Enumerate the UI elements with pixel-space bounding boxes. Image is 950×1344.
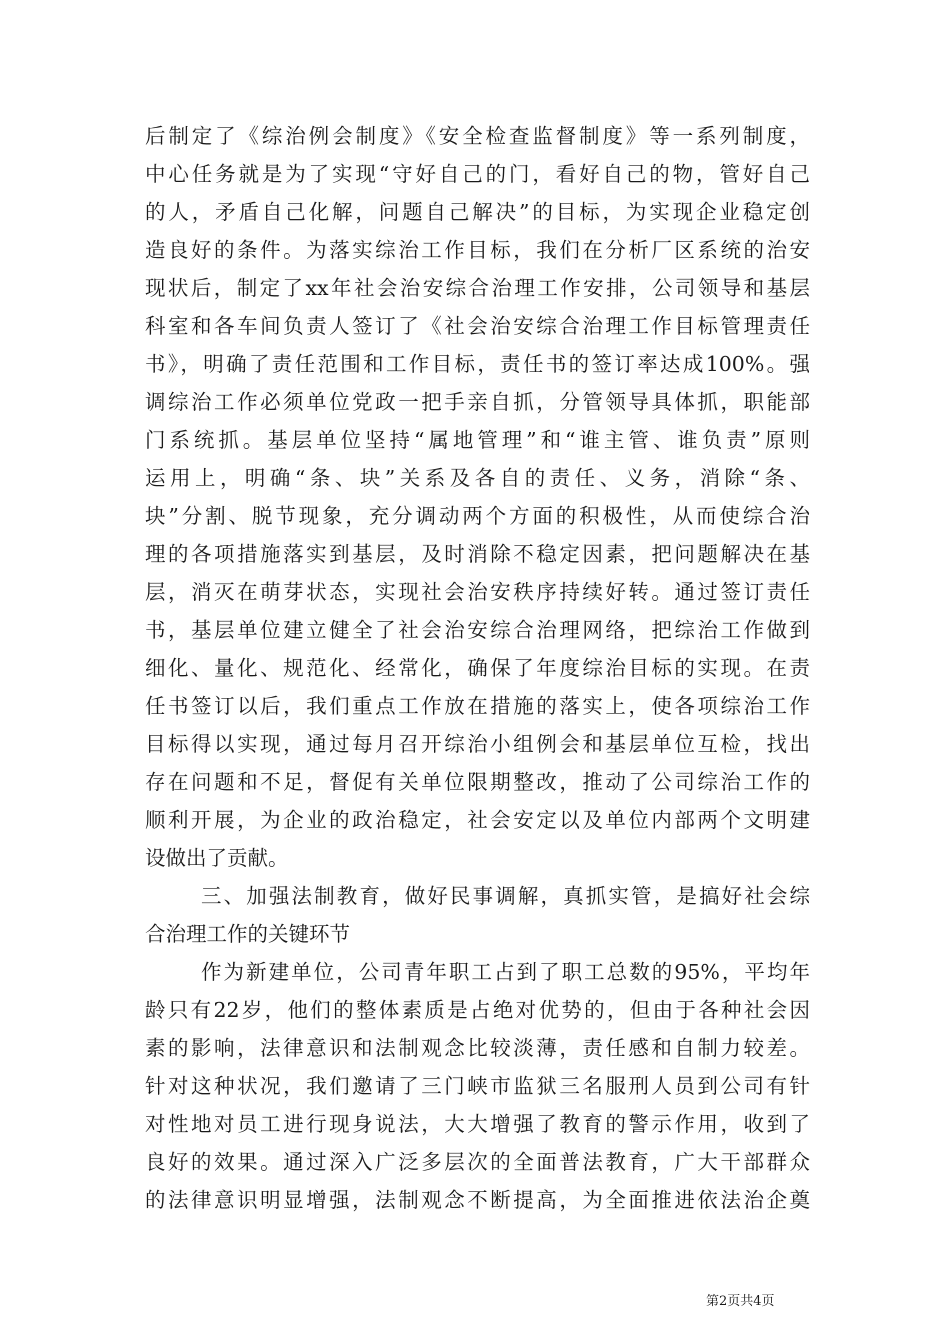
text-line: 细化、量化、规范化、经常化，确保了年度综治目标的实现。在责 <box>145 656 810 680</box>
text-line: 作为新建单位，公司青年职工占到了职工总数的95%，平均年 <box>201 960 810 984</box>
text-line: 块”分割、脱节现象，充分调动两个方面的积极性，从而使综合治 <box>145 504 810 528</box>
page-number: 第2页共4页 <box>706 1294 775 1309</box>
text-line: 书，基层单位建立健全了社会治安综合治理网络，把综治工作做到 <box>145 618 810 642</box>
section-heading-line: 三、加强法制教育，做好民事调解，真抓实管，是搞好社会综 <box>201 884 810 908</box>
text-line: 顺利开展，为企业的政治稳定，社会安定以及单位内部两个文明建 <box>145 808 810 832</box>
text-line: 调综治工作必须单位党政一把手亲自抓，分管领导具体抓，职能部 <box>145 390 810 414</box>
text-line: 门系统抓。基层单位坚持“属地管理”和“谁主管、谁负责”原则 <box>145 428 810 452</box>
section-heading-line: 合治理工作的关键环节 <box>145 922 350 946</box>
text-line: 现状后，制定了xx年社会治安综合治理工作安排，公司领导和基层 <box>145 276 810 300</box>
text-line: 运用上，明确“条、块”关系及各自的责任、义务，消除“条、 <box>145 466 810 490</box>
text-line: 目标得以实现，通过每月召开综治小组例会和基层单位互检，找出 <box>145 732 810 756</box>
text-line: 后制定了《综治例会制度》《安全检查监督制度》等一系列制度， <box>145 124 810 148</box>
text-line: 对性地对员工进行现身说法，大大增强了教育的警示作用，收到了 <box>145 1112 810 1136</box>
text-line: 中心任务就是为了实现“守好自己的门，看好自己的物，管好自己 <box>145 162 810 186</box>
text-line: 龄只有22岁，他们的整体素质是占绝对优势的，但由于各种社会因 <box>145 998 810 1022</box>
text-line: 层，消灭在萌芽状态，实现社会治安秩序持续好转。通过签订责任 <box>145 580 810 604</box>
text-line: 的法律意识明显增强，法制观念不断提高，为全面推进依法治企奠 <box>145 1188 810 1212</box>
text-line: 素的影响，法律意识和法制观念比较淡薄，责任感和自制力较差。 <box>145 1036 810 1060</box>
text-line: 科室和各车间负责人签订了《社会治安综合治理工作目标管理责任 <box>145 314 810 338</box>
text-line: 造良好的条件。为落实综治工作目标，我们在分析厂区系统的治安 <box>145 238 810 262</box>
text-line: 存在问题和不足，督促有关单位限期整改，推动了公司综治工作的 <box>145 770 810 794</box>
text-line: 设做出了贡献。 <box>145 846 289 870</box>
text-line: 书》，明确了责任范围和工作目标，责任书的签订率达成100%。强 <box>145 352 810 376</box>
text-line: 理的各项措施落实到基层，及时消除不稳定因素，把问题解决在基 <box>145 542 810 566</box>
text-line: 良好的效果。通过深入广泛多层次的全面普法教育，广大干部群众 <box>145 1150 810 1174</box>
text-line: 任书签订以后，我们重点工作放在措施的落实上，使各项综治工作 <box>145 694 810 718</box>
text-line: 针对这种状况，我们邀请了三门峡市监狱三名服刑人员到公司有针 <box>145 1074 810 1098</box>
text-line: 的人，矛盾自己化解，问题自己解决”的目标，为实现企业稳定创 <box>145 200 810 224</box>
